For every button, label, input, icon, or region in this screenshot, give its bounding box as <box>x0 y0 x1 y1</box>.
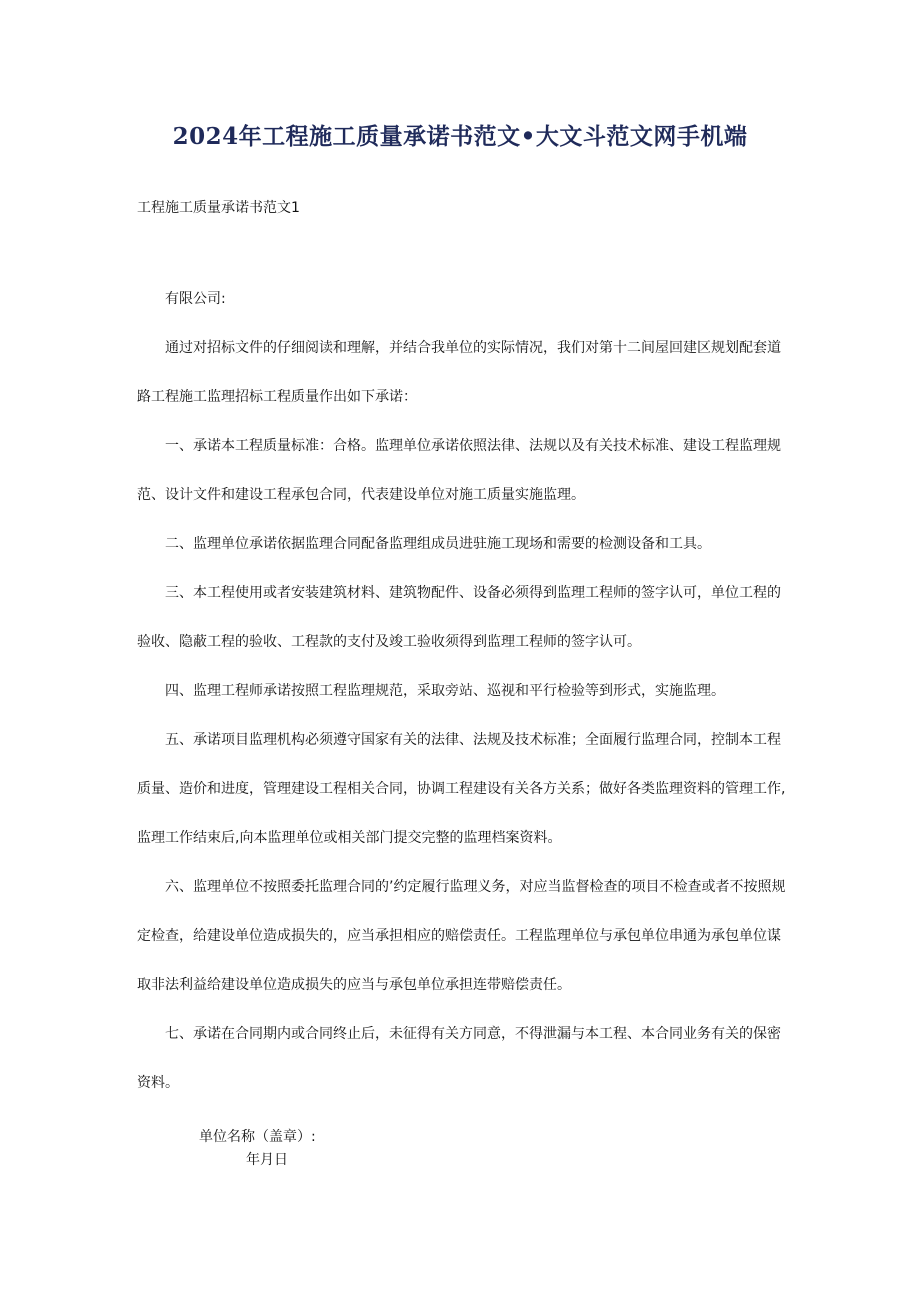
paragraph-intro: 通过对招标文件的仔细阅读和理解，并结合我单位的实际情况，我们对第十二间屋回建区规划配套道路工程施工监理招标工程质量作出如下承诺： <box>137 340 781 405</box>
paragraph-item-6: 六、监理单位不按照委托监理合同的’约定履行监理义务，对应当监督检查的项目不检查或者不按照规定检查，给建设单位造成损失的，应当承担相应的赔偿责任。工程监理单位与承包单位串通为承包单位谋取非法利益给建设单位造成损失的应当与承包单位承担连带赔偿责任。 <box>137 879 786 993</box>
paragraph-item-1: 一、承诺本工程质量标准：合格。监理单位承诺依照法律、法规以及有关技术标准、建设工程监理规范、设计文件和建设工程承包合同，代表建设单位对施工质量实施监理。 <box>137 438 781 503</box>
salutation: 有限公司: <box>165 291 226 307</box>
paragraph-item-3: 三、本工程使用或者安装建筑材料、建筑物配件、设备必须得到监理工程师的签字认可，单位工程的验收、隐蔽工程的验收、工程款的支付及竣工验收须得到监理工程师的签字认可。 <box>137 585 781 650</box>
paragraph-item-2: 二、监理单位承诺依据监理合同配备监理组成员进驻施工现场和需要的检测设备和工具。 <box>165 536 711 552</box>
signature-label: 单位名称（盖章）: <box>199 1129 316 1145</box>
paragraph-item-5: 五、承诺项目监理机构必须遵守国家有关的法律、法规及技术标准；全面履行监理合同，控制本工程质量、造价和进度，管理建设工程相关合同，协调工程建设有关各方关系；做好各类监理资料的管理工作,监理工作结束后,向本监理单位或相关部门提交完整的监理档案资料。 <box>137 732 786 846</box>
document-body <box>137 275 787 1108</box>
document-subtitle: 工程施工质量承诺书范文1 <box>137 200 300 216</box>
paragraph-item-7: 七、承诺在合同期内或合同终止后，未征得有关方同意，不得泄漏与本工程、本合同业务有关的保密资料。 <box>137 1026 781 1091</box>
paragraph-item-4: 四、监理工程师承诺按照工程监理规范，采取旁站、巡视和平行检验等到形式，实施监理。 <box>165 683 725 699</box>
document-title: 2024年工程施工质量承诺书范文•大文斗范文网手机端 <box>172 123 748 150</box>
date-label: 年月日 <box>246 1152 288 1168</box>
